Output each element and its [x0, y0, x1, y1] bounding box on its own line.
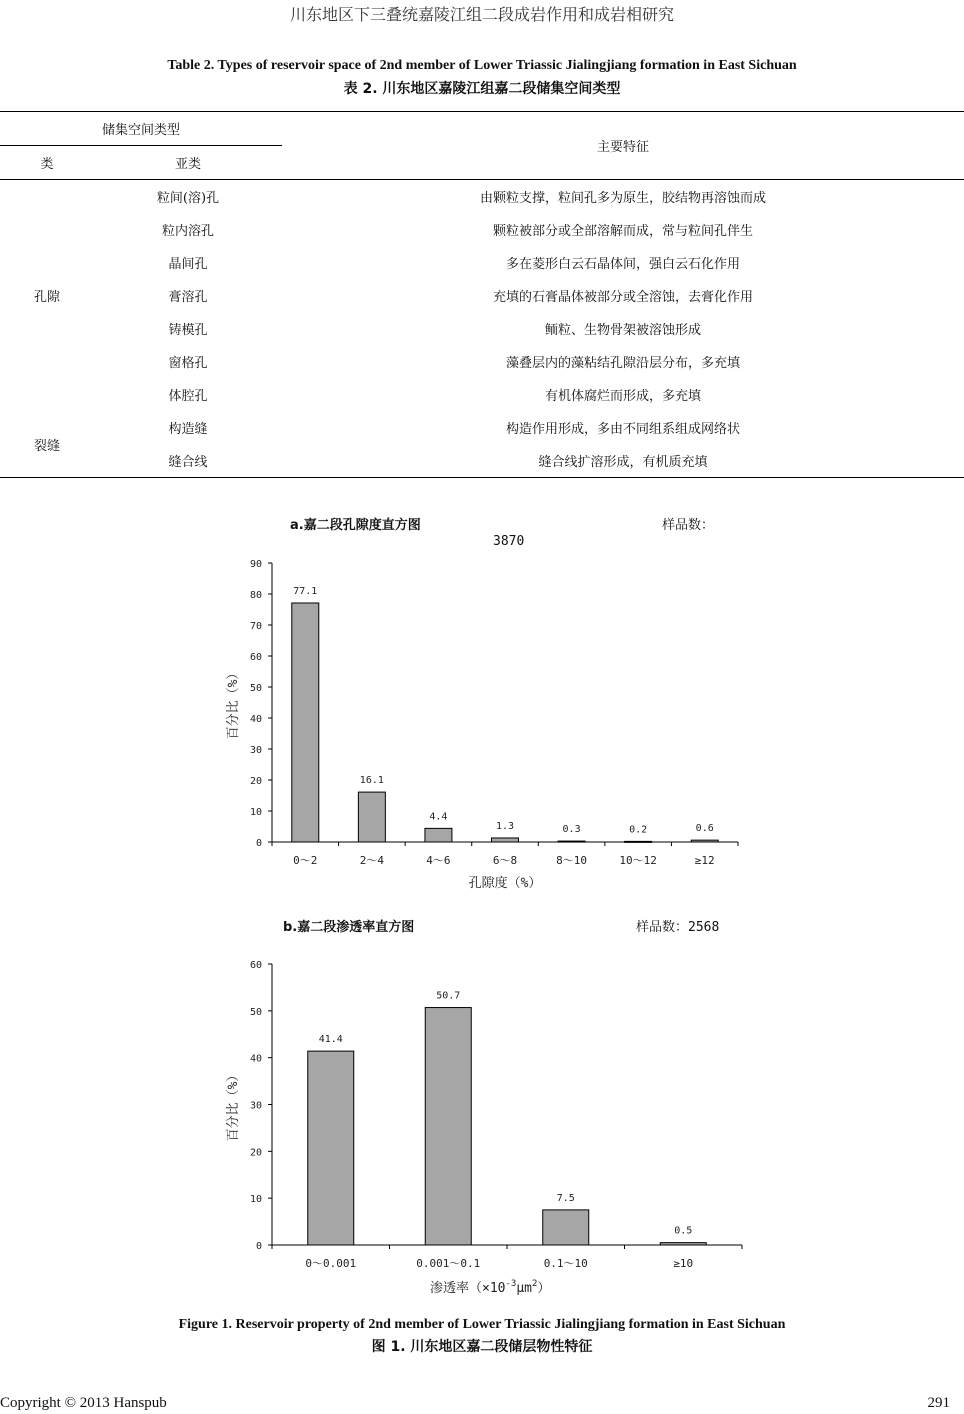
data-label: 0.3 — [562, 824, 581, 836]
x-tick-label: ≥12 — [694, 854, 715, 867]
figure-caption-en: Figure 1. Reservoir property of 2nd member of Lower Triassic Jialingjiang formation in East Sichuan — [178, 1317, 786, 1332]
x-tick-label: 0～0.001 — [305, 1257, 357, 1270]
x-axis-title: 渗透率$(\times 10^{-3}\mu m^2)$ — [430, 1279, 551, 1296]
data-label: 4.4 — [429, 811, 448, 823]
data-label: 50.7 — [436, 990, 461, 1002]
y-tick-label: 20 — [249, 776, 262, 787]
reservoir-space-table — [0, 111, 964, 478]
x-axis-title: 孔隙度（%） — [468, 876, 542, 891]
subclass-cell: 膏溶孔 — [168, 290, 208, 305]
figure-caption-zh: 图 1. 川东地区嘉二段储层物性特征 — [371, 1339, 593, 1355]
header-subclass: 亚类 — [94, 146, 282, 180]
subclass-cell: 缝合线 — [94, 444, 282, 478]
class-cell: 孔隙 — [33, 290, 60, 305]
subclass-cell: 体腔孔 — [168, 389, 208, 404]
y-tick-label: 60 — [249, 652, 262, 663]
bar — [558, 841, 585, 842]
porosity-histogram — [210, 550, 750, 895]
y-tick-label: 90 — [249, 559, 262, 570]
feature-cell: 缝合线扩溶形成，有机质充填 — [282, 444, 964, 478]
x-tick-label: 0.1～10 — [543, 1257, 588, 1270]
data-label: 0.2 — [629, 824, 648, 836]
page-number: 291 — [927, 1395, 950, 1411]
data-label: 41.4 — [318, 1034, 343, 1046]
bar — [292, 603, 319, 842]
table-row — [0, 312, 964, 345]
table-row — [0, 345, 964, 378]
bar — [425, 828, 452, 842]
class-cell: 裂缝 — [0, 411, 94, 478]
feature-cell: 多在菱形白云石晶体间，强白云石化作用 — [506, 257, 741, 272]
bar — [425, 1008, 471, 1245]
x-tick-label: ≥10 — [673, 1257, 694, 1270]
y-tick-label: 60 — [249, 960, 262, 971]
y-tick-label: 0 — [255, 838, 262, 849]
chart-a-sample-label: 样品数： — [662, 518, 715, 533]
x-tick-label: 6～8 — [492, 854, 518, 867]
x-tick-label: 0～2 — [293, 854, 318, 867]
subclass-cell: 粒间(溶)孔 — [156, 191, 220, 206]
x-tick-label: 0.001～0.1 — [416, 1257, 481, 1270]
x-tick-label: 4～6 — [426, 854, 451, 867]
chart-a-sample-count: 3870 — [493, 534, 525, 549]
y-tick-label: 40 — [249, 1053, 262, 1065]
bar — [660, 1243, 706, 1245]
y-tick-label: 40 — [249, 714, 262, 725]
data-label: 77.1 — [293, 585, 318, 597]
subclass-cell: 晶间孔 — [168, 257, 208, 272]
y-tick-label: 80 — [249, 590, 262, 601]
subclass-cell: 粒内溶孔 — [162, 224, 215, 239]
feature-cell: 由颗粒支撑，粒间孔多为原生，胶结物再溶蚀而成 — [480, 191, 767, 206]
subclass-cell: 窗格孔 — [168, 356, 208, 371]
y-axis-title: 百分比（%） — [226, 1068, 241, 1142]
subclass-cell: 铸模孔 — [168, 323, 208, 338]
data-label: 0.6 — [695, 823, 714, 835]
running-head: 川东地区下三叠统嘉陵江组二段成岩作用和成岩相研究 — [289, 5, 674, 24]
table-row — [0, 444, 964, 478]
x-tick-label: 2～4 — [359, 854, 384, 867]
feature-cell: 颗粒被部分或全部溶解而成，常与粒间孔伴生 — [493, 224, 754, 239]
table-row — [0, 279, 964, 312]
header-class: 类 — [0, 146, 94, 180]
feature-cell: 构造作用形成，多由不同组系组成网络状 — [506, 422, 741, 437]
bar — [492, 838, 519, 842]
header-features: 主要特征 — [282, 112, 964, 180]
y-tick-label: 30 — [249, 1100, 262, 1112]
y-tick-label: 50 — [249, 1006, 262, 1018]
feature-cell: 藻叠层内的藻粘结孔隙沿层分布，多充填 — [506, 356, 741, 371]
table-row — [0, 378, 964, 411]
chart-b-title: b.嘉二段渗透率直方图 — [283, 920, 415, 935]
table-row — [0, 246, 964, 279]
y-tick-label: 20 — [249, 1147, 262, 1159]
header-group: 储集空间类型 — [0, 112, 282, 146]
data-label: 1.3 — [495, 820, 515, 832]
y-tick-label: 0 — [255, 1241, 262, 1252]
data-label: 7.5 — [556, 1192, 575, 1204]
feature-cell: 有机体腐烂而形成，多充填 — [545, 389, 702, 404]
y-tick-label: 70 — [249, 621, 262, 632]
bar — [625, 841, 652, 842]
table-caption-en: Table 2. Types of reservoir space of 2nd member of Lower Triassic Jialingjiang formation in East Sichuan — [167, 58, 797, 73]
table-caption-zh: 表 2. 川东地区嘉陵江组嘉二段储集空间类型 — [343, 81, 621, 97]
y-tick-label: 30 — [249, 745, 262, 756]
bar — [358, 792, 385, 842]
bar — [691, 840, 718, 842]
table-row — [0, 213, 964, 246]
table-row — [0, 180, 964, 214]
y-tick-label: 50 — [249, 683, 262, 694]
subclass-cell: 构造缝 — [168, 422, 208, 437]
bar — [543, 1210, 589, 1245]
copyright: Copyright © 2013 Hanspub — [0, 1395, 167, 1411]
x-tick-label: 10～12 — [619, 854, 657, 867]
permeability-histogram — [210, 950, 755, 1305]
x-tick-label: 8～10 — [556, 854, 588, 867]
y-tick-label: 10 — [249, 1194, 262, 1206]
y-axis-title: 百分比（%） — [226, 666, 241, 740]
feature-cell: 充填的石膏晶体被部分或全溶蚀，去膏化作用 — [493, 290, 754, 305]
chart-b-sample-label: 样品数：2568 — [636, 920, 720, 935]
chart-a-title: a.嘉二段孔隙度直方图 — [290, 518, 421, 533]
y-tick-label: 10 — [249, 807, 262, 818]
feature-cell: 鲕粒、生物骨架被溶蚀形成 — [545, 323, 702, 338]
data-label: 0.5 — [674, 1225, 693, 1237]
table-row — [0, 411, 964, 444]
data-label: 16.1 — [359, 775, 384, 787]
bar — [308, 1051, 354, 1245]
